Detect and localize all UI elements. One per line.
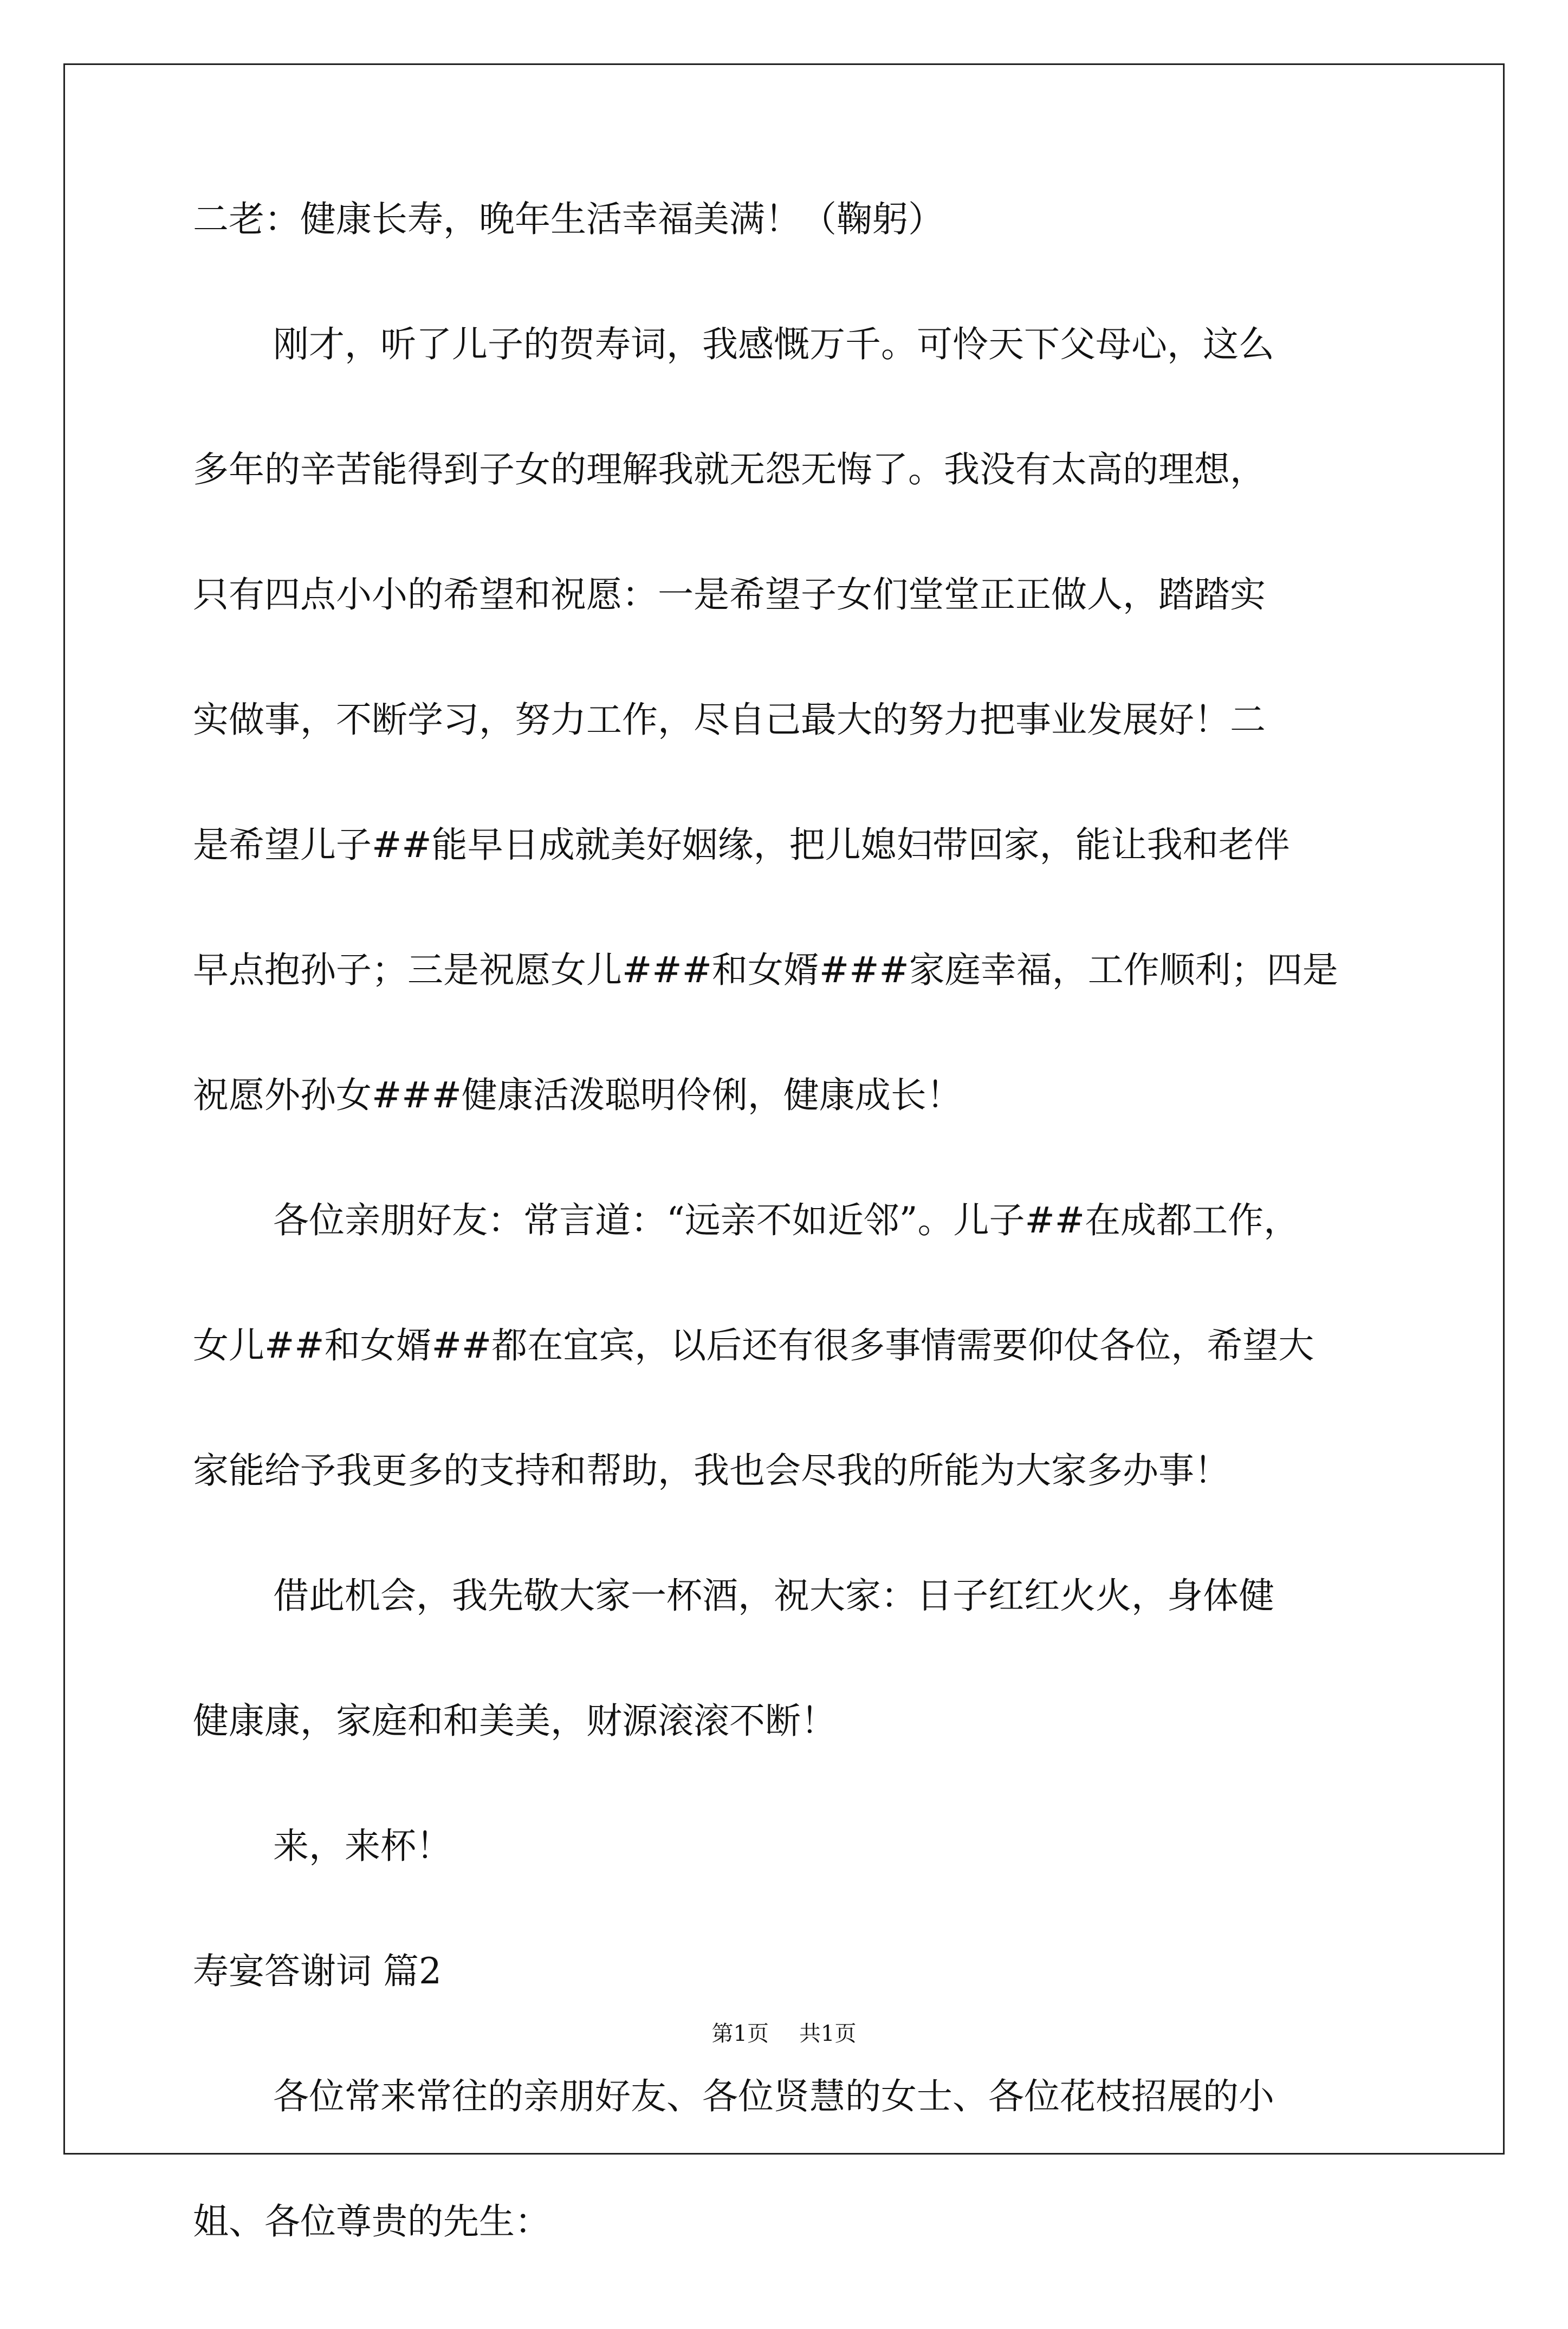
text-line: 健康康，家庭和和美美，财源滚滚不断！ [193,1700,837,1742]
text-line: 家能给予我更多的支持和帮助，我也会尽我的所能为大家多办事！ [193,1450,1230,1491]
text-line: 多年的辛苦能得到子女的理解我就无怨无悔了。我没有太高的理想， [193,449,1266,490]
page-number: 第1页 [711,2021,769,2046]
paragraph-start: 借此机会，我先敬大家一杯酒，祝大家：日子红红火火，身体健 [273,1575,1274,1617]
page-footer [0,2021,1568,2047]
text-line: 实做事，不断学习，努力工作，尽自己最大的努力把事业发展好！二 [193,699,1266,741]
text-line: 姐、各位尊贵的先生： [193,2201,550,2242]
section-heading: 寿宴答谢词 篇2 [193,1950,442,1992]
text-line: 早点抱孙子；三是祝愿女儿###和女婿###家庭幸福，工作顺利；四是 [193,949,1338,991]
text-line: 是希望儿子##能早日成就美好姻缘，把儿媳妇带回家，能让我和老伴 [193,824,1290,866]
paragraph-start: 刚才，听了儿子的贺寿词，我感慨万千。可怜天下父母心，这么 [273,323,1274,365]
text-line: 祝愿外孙女###健康活泼聪明伶俐，健康成长！ [193,1074,962,1116]
text-line: 只有四点小小的希望和祝愿：一是希望子女们堂堂正正做人，踏踏实 [193,574,1266,615]
paragraph-start: 各位常来常往的亲朋好友、各位贤慧的女士、各位花枝招展的小 [273,2075,1274,2117]
paragraph-start: 各位亲朋好友：常言道：“远亲不如近邻”。儿子##在成都工作， [273,1199,1300,1241]
paragraph-start: 来，来杯！ [273,1825,452,1867]
text-line: 二老：健康长寿，晚年生活幸福美满！（鞠躬） [193,198,944,240]
document-body [193,198,1385,2329]
text-line: 女儿##和女婿##都在宜宾，以后还有很多事情需要仰仗各位，希望大 [193,1325,1314,1366]
page-total: 共1页 [799,2021,857,2046]
